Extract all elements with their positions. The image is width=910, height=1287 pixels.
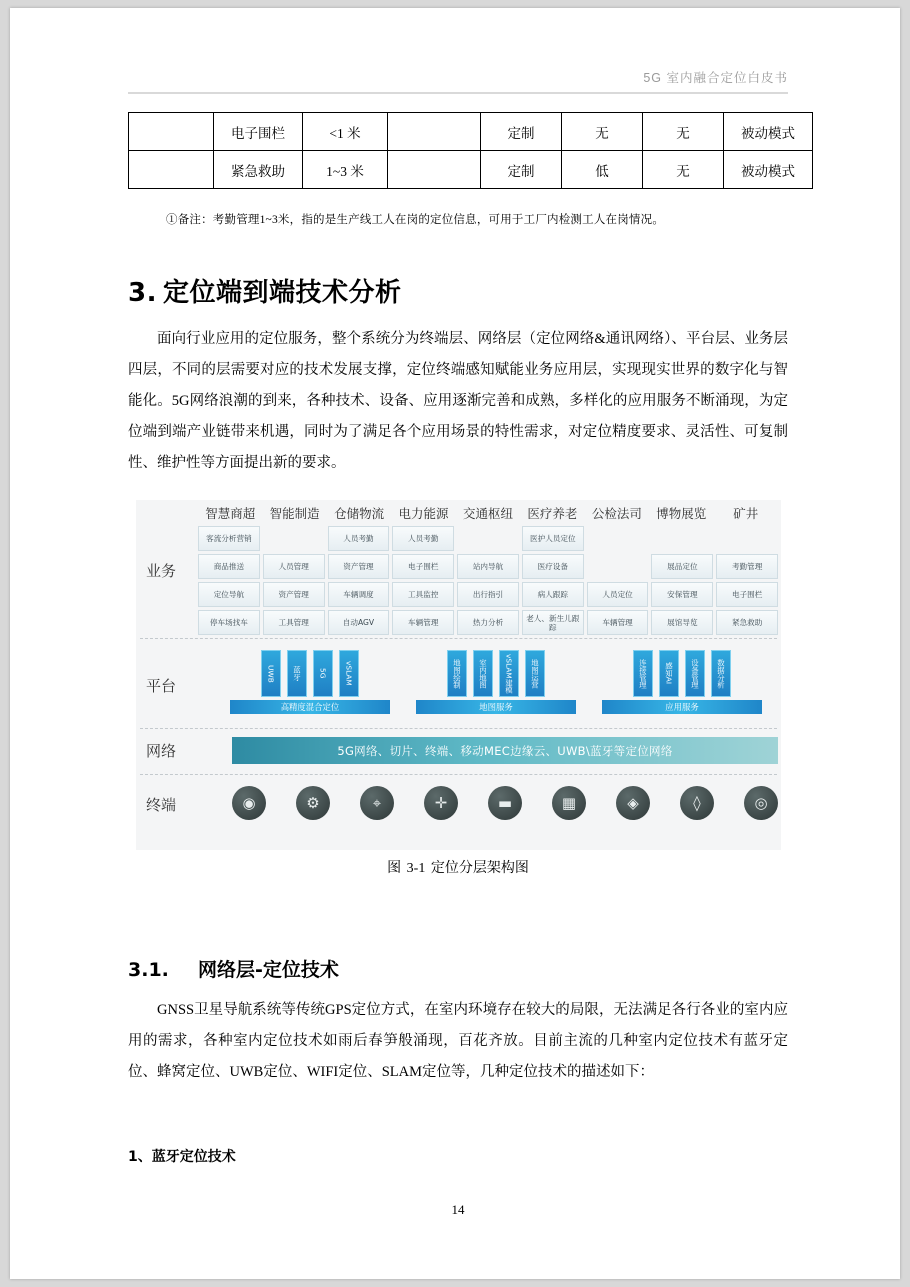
page-content-area [128,8,795,1279]
business-chip[interactable]: 车辆管理 [587,610,649,635]
business-chip[interactable]: 人员考勤 [392,526,454,551]
table-cell-power: 无 [562,113,643,151]
scenario-table [128,112,813,189]
platform-chip[interactable]: vSLAM [339,650,359,697]
table-cell-scenario: 紧急救助 [214,151,303,189]
section-3-title: 定位端到端技术分析 [162,278,402,308]
table-cell-blank [388,151,481,189]
business-chip[interactable]: 老人、新生儿跟踪 [522,610,584,635]
business-header: 矿井 [733,506,759,521]
business-column [716,526,778,635]
platform-chip[interactable]: 蓝牙 [287,650,307,697]
figure-caption [128,857,788,877]
section-31-paragraph: GNSS卫星导航系统等传统GPS定位方式，在室内环境存在较大的局限，无法满足各行各业的室内应用的需求，各种室内定位技术如雨后春笋般涌现，百花齐放。目前主流的几种室内定位技术有蓝牙定位、蜂窝定位、UWB定位、WIFI定位、SLAM定位等，几种定位技术的描述如下： [128,1002,788,1080]
business-header: 电力能源 [398,506,449,521]
table-cell-category [129,151,214,189]
table-footnote: ①备注：考勤管理1~3米，指的是生产线工人在岗的定位信息，可用于工厂内检测工人在岗情况。 [166,214,665,226]
table-cell-scenario: 电子围栏 [214,113,303,151]
page-number: 14 [451,1202,465,1217]
business-column [587,526,649,635]
business-chip-empty [587,554,649,579]
table-cell-mode: 被动模式 [724,151,813,189]
business-chip[interactable]: 出行指引 [457,582,519,607]
table-row [129,151,813,189]
table-row [129,113,813,151]
business-chip-empty [457,526,519,551]
helmet-icon[interactable]: ◎ [744,786,778,820]
platform-group-map [416,650,576,714]
business-chip[interactable]: 紧急救助 [716,610,778,635]
business-header: 智慧商超 [205,506,256,521]
business-column [392,526,454,635]
business-chip[interactable]: 医护人员定位 [522,526,584,551]
platform-chip[interactable]: 感知AI [659,650,679,697]
business-chip[interactable]: 热力分析 [457,610,519,635]
platform-chip[interactable]: 数据分析 [711,650,731,697]
section-31-title: 网络层-定位技术 [198,959,339,981]
table-cell-power: 低 [562,151,643,189]
section-3-heading [128,272,788,309]
table-cell-extra: 无 [643,151,724,189]
architecture-diagram [136,500,781,850]
business-chip[interactable]: 人员定位 [587,582,649,607]
section-3-paragraph: 面向行业应用的定位服务，整个系统分为终端层、网络层（定位网络&通讯网络）、平台层、业务层四层，不同的层需要对应的技术发展支撑，定位终端感知赋能业务应用层，实现现实世界的数字化与智能化。5G网络浪潮的到来，各种技术、设备、应用逐渐完善和成熟，多样化的应用服务不断涌现，为定位端到端产业链带来机遇，同时为了满足各个应用场景的特性需求，对定位精度要求、灵活性、可复制性、维护性等方面提出新的要求。 [128,331,788,471]
business-chip[interactable]: 商品推送 [198,554,260,579]
network-layer-bar[interactable]: 5G网络、切片、终端、移动MEC边缘云、UWB\蓝牙等定位网络 [232,737,778,764]
business-chip[interactable]: 电子围栏 [392,554,454,579]
platform-chip[interactable]: 设备管理 [685,650,705,697]
platform-chip-row [230,650,390,697]
business-chip[interactable]: 自动AGV [328,610,390,635]
table-cell-extra: 无 [643,113,724,151]
business-chip[interactable]: 工具管理 [263,610,325,635]
table-cell-mode: 被动模式 [724,113,813,151]
document-header: 5G 室内融合定位白皮书 [643,71,788,85]
robot-arm-icon[interactable]: ⚙ [296,786,330,820]
table-cell-accuracy: 1~3 米 [303,151,388,189]
header-divider [128,92,788,94]
business-chip[interactable]: 定位导航 [198,582,260,607]
business-column [457,526,519,635]
camera-icon[interactable]: ⌖ [360,786,394,820]
chip-module-icon[interactable]: ▦ [552,786,586,820]
table-cell-blank [388,113,481,151]
ar-glasses-icon[interactable]: ◉ [232,786,266,820]
platform-chip[interactable]: 5G [313,650,333,697]
section-31-subheading: 1、蓝牙定位技术 [128,1149,236,1165]
business-chip-empty [587,526,649,551]
platform-group-application [602,650,762,714]
business-chip[interactable]: 车辆调度 [328,582,390,607]
platform-bar[interactable]: 地图服务 [416,700,576,714]
drone-icon[interactable]: ✛ [424,786,458,820]
business-column-headers [198,504,778,522]
business-chip[interactable]: 资产管理 [328,554,390,579]
caption-label: 图 [387,861,402,876]
layer-label-platform: 平台 [146,677,177,695]
business-chip[interactable]: 考勤管理 [716,554,778,579]
business-chip[interactable]: 人员管理 [263,554,325,579]
business-chip[interactable]: 展品定位 [651,554,713,579]
business-header: 博物展览 [656,506,707,521]
business-application-grid [198,526,778,635]
platform-bar[interactable]: 高精度混合定位 [230,700,390,714]
business-column [522,526,584,635]
business-header: 交通枢纽 [462,506,513,521]
document-page [10,8,900,1279]
divider-network-terminal [140,774,777,775]
divider-platform-network [140,728,777,729]
platform-chip[interactable]: 连接管理 [633,650,653,697]
business-chip-empty [651,526,713,551]
business-chip-empty [263,526,325,551]
business-chip[interactable]: 安保管理 [651,582,713,607]
section-3-number: 3. [128,278,157,308]
business-chip-empty [716,526,778,551]
caption-number: 3-1 [406,861,426,876]
platform-chip[interactable]: UWB [261,650,281,697]
table-cell-deployment: 定制 [481,113,562,151]
platform-layer [198,650,778,716]
table-body [129,113,813,189]
business-column [263,526,325,635]
business-chip[interactable]: 医疗设备 [522,554,584,579]
section-31-heading [128,955,788,982]
platform-group-positioning [230,650,390,714]
platform-chip[interactable]: 室内地图 [473,650,493,697]
business-chip[interactable]: 站内导航 [457,554,519,579]
business-chip[interactable]: 病人跟踪 [522,582,584,607]
layer-label-network: 网络 [146,742,177,760]
sensor-icon[interactable]: ◊ [680,786,714,820]
smart-tag-icon[interactable]: ◈ [616,786,650,820]
business-chip[interactable]: 客流分析营销 [198,526,260,551]
platform-chip[interactable]: vSLAM建模 [499,650,519,697]
business-chip[interactable]: 资产管理 [263,582,325,607]
business-column [198,526,260,635]
business-chip[interactable]: 电子围栏 [716,582,778,607]
business-header: 医疗养老 [527,506,578,521]
business-chip[interactable]: 车辆管理 [392,610,454,635]
layer-label-business: 业务 [146,562,177,580]
business-column [651,526,713,635]
business-chip[interactable]: 展馆导览 [651,610,713,635]
section-31-number: 3.1. [128,959,169,981]
business-chip[interactable]: 工具监控 [392,582,454,607]
business-chip[interactable]: 停车场找车 [198,610,260,635]
business-column [328,526,390,635]
divider-business-platform [140,638,777,639]
vehicle-icon[interactable]: ▬ [488,786,522,820]
platform-chip-row [602,650,762,697]
table-cell-accuracy: <1 米 [303,113,388,151]
business-header: 智能制造 [269,506,320,521]
business-header: 仓储物流 [334,506,385,521]
platform-chip[interactable]: 地图绘制 [447,650,467,697]
business-header: 公检法司 [591,506,642,521]
caption-title: 定位分层架构图 [430,861,529,876]
platform-bar[interactable]: 应用服务 [602,700,762,714]
business-chip[interactable]: 人员考勤 [328,526,390,551]
platform-chip-row [416,650,576,697]
layer-label-terminal: 终端 [146,796,177,814]
platform-chip[interactable]: 地图运营 [525,650,545,697]
table-cell-deployment: 定制 [481,151,562,189]
terminal-icon-row [232,786,778,820]
table-cell-category [129,113,214,151]
